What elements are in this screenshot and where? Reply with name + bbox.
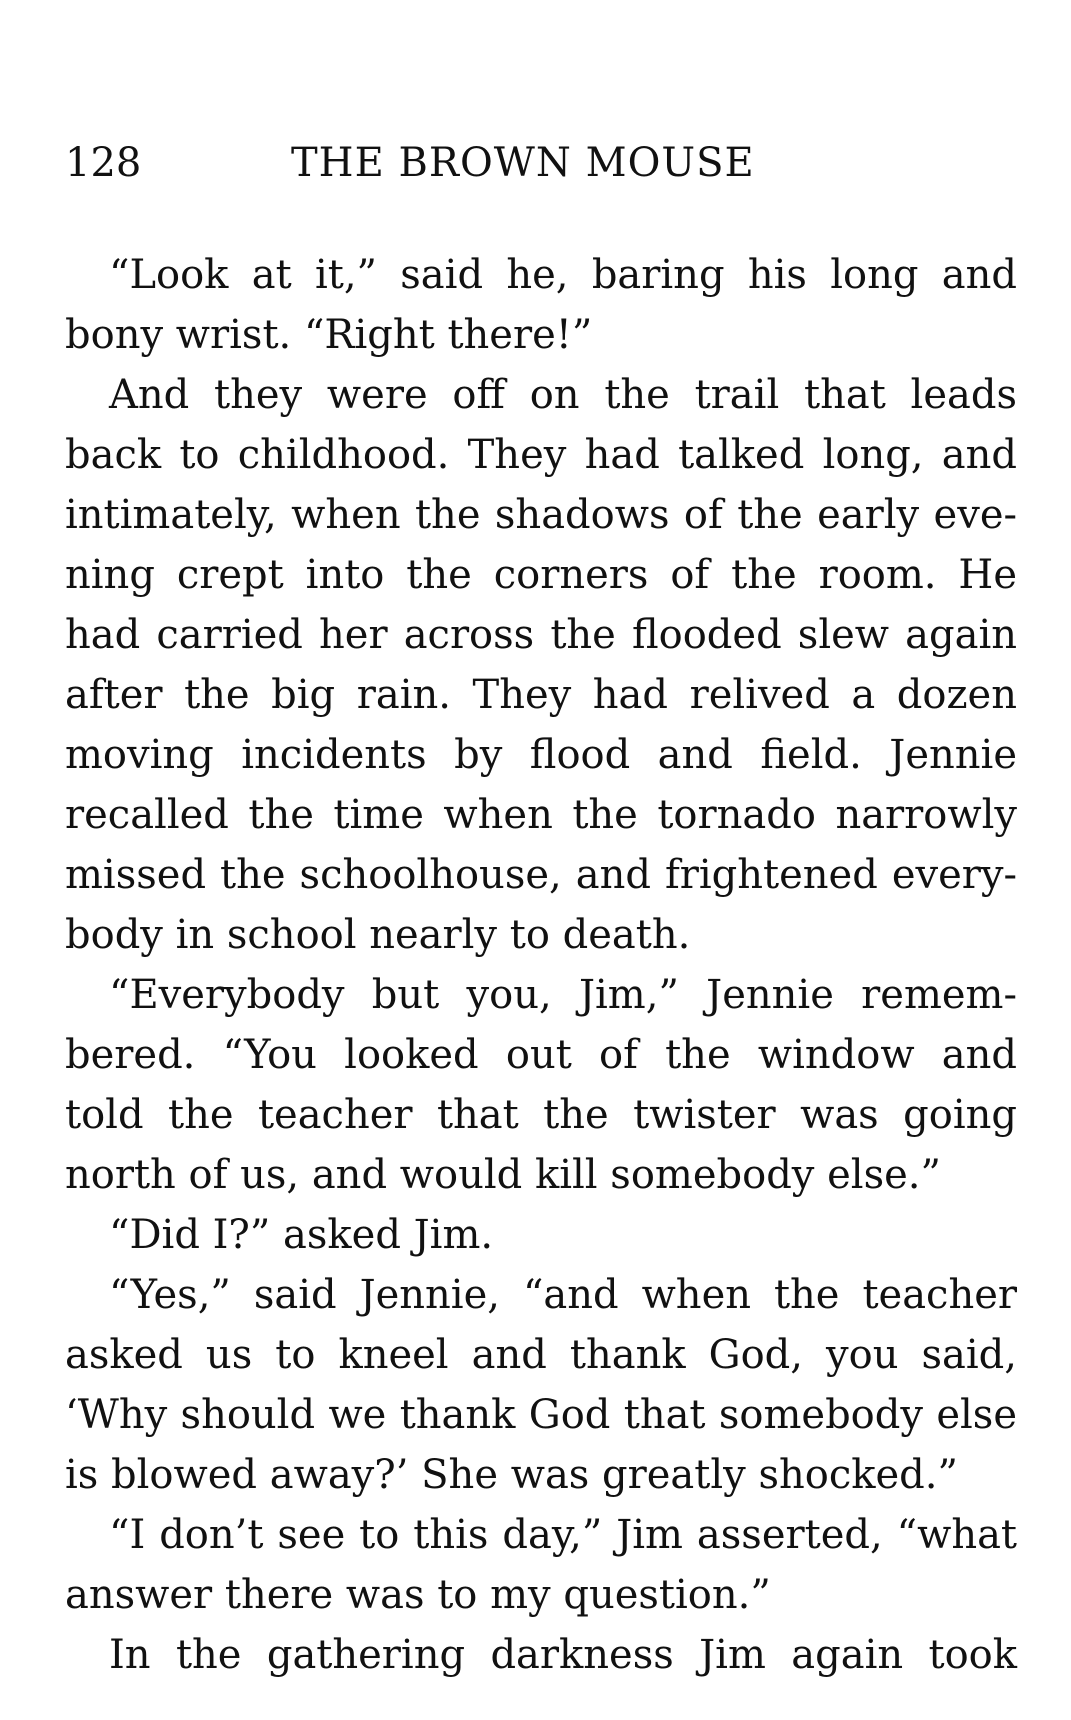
text-line: ning crept into the corners of the room. He: [65, 552, 1017, 598]
text-line: And they were off on the trail that leads: [109, 372, 1017, 418]
text-line: told the teacher that the twister was going: [65, 1092, 1017, 1138]
text-line: asked us to kneel and thank God, you said,: [65, 1332, 1017, 1378]
text-line: intimately, when the shadows of the early eve-: [65, 492, 1017, 538]
text-line: moving incidents by flood and field. Jennie: [65, 732, 1017, 778]
text-line: north of us, and would kill somebody else.”: [65, 1152, 941, 1198]
text-line: “Look at it,” said he, baring his long and: [109, 252, 1017, 298]
running-head: [65, 138, 1025, 188]
text-line: “Did I?” asked Jim.: [109, 1212, 494, 1258]
text-line: after the big rain. They had relived a dozen: [65, 672, 1017, 718]
text-line: had carried her across the flooded slew again: [65, 612, 1017, 658]
text-line: “Everybody but you, Jim,” Jennie remem-: [109, 972, 1017, 1018]
text-line: “Yes,” said Jennie, “and when the teacher: [109, 1272, 1017, 1318]
text-line: recalled the time when the tornado narrowly: [65, 792, 1017, 838]
text-line: bered. “You looked out of the window and: [65, 1032, 1017, 1078]
text-line: bony wrist. “Right there!”: [65, 312, 593, 358]
text-line: ‘Why should we thank God that somebody else: [65, 1392, 1017, 1438]
text-line: body in school nearly to death.: [65, 912, 691, 958]
text-line: back to childhood. They had talked long, and: [65, 432, 1017, 478]
text-line: In the gathering darkness Jim again took: [109, 1632, 1017, 1678]
running-title: THE BROWN MOUSE: [291, 140, 755, 186]
page-number: 128: [65, 140, 142, 186]
text-line: is blowed away?’ She was greatly shocked.”: [65, 1452, 958, 1498]
text-line: missed the schoolhouse, and frightened every-: [65, 852, 1017, 898]
body-text: [65, 245, 1017, 1685]
text-line: “I don’t see to this day,” Jim asserted, “what: [109, 1512, 1017, 1558]
text-line: answer there was to my question.”: [65, 1572, 771, 1618]
